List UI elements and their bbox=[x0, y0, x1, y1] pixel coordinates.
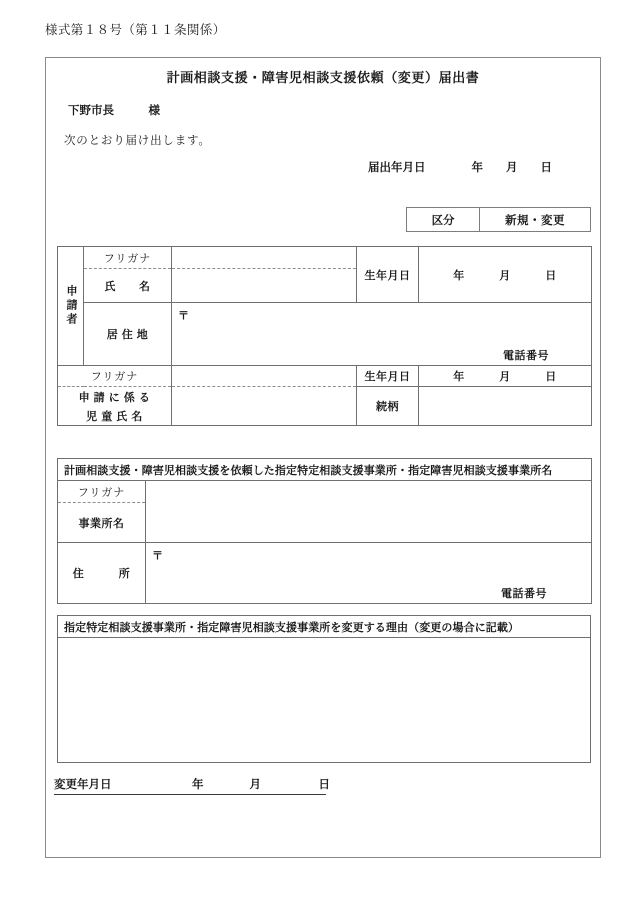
child-birthdate-value[interactable]: 年 月 日 bbox=[419, 366, 592, 387]
office-address-value[interactable] bbox=[146, 543, 592, 604]
form-page-frame bbox=[45, 57, 601, 858]
category-value[interactable]: 新規・変更 bbox=[505, 214, 565, 227]
postal-code-icon: 〒 bbox=[152, 550, 163, 562]
applicant-furigana-label: フリガナ bbox=[84, 247, 172, 269]
office-table bbox=[57, 458, 592, 604]
child-name-value[interactable] bbox=[172, 387, 357, 426]
child-furigana-value[interactable] bbox=[172, 366, 357, 387]
applicant-residence-label: 居 住 地 bbox=[84, 303, 172, 366]
applicant-group-cell bbox=[58, 247, 84, 366]
submission-date-line: 届出年月日 年 月 日 bbox=[368, 162, 552, 174]
category-label: 区分 bbox=[407, 208, 480, 231]
addressee-line: 下野市長 様 bbox=[68, 105, 160, 117]
reason-box-header: 指定特定相談支援事業所・指定障害児相談支援事業所を変更する理由（変更の場合に記載） bbox=[58, 616, 590, 638]
table-row bbox=[58, 387, 592, 407]
table-row bbox=[58, 481, 592, 503]
table-row bbox=[58, 303, 592, 366]
applicant-residence-value[interactable] bbox=[172, 303, 592, 366]
office-name-value[interactable] bbox=[146, 481, 592, 543]
child-name-label-line1: 申 請 に 係 る bbox=[58, 387, 172, 407]
table-row bbox=[58, 366, 592, 387]
intro-statement: 次のとおり届け出します。 bbox=[64, 135, 211, 147]
child-furigana-label: フリガナ bbox=[58, 366, 172, 387]
applicant-birthdate-value[interactable]: 年 月 日 bbox=[419, 247, 592, 303]
office-furigana-label: フリガナ bbox=[58, 481, 146, 503]
applicant-phone-label: 電話番号 bbox=[503, 350, 549, 362]
category-box bbox=[406, 207, 591, 232]
reason-box-body[interactable] bbox=[58, 638, 590, 762]
table-row bbox=[58, 459, 592, 481]
change-date-line[interactable]: 変更年月日 年 月 日 bbox=[54, 776, 326, 795]
applicant-name-value[interactable] bbox=[172, 269, 357, 303]
child-relation-value[interactable] bbox=[419, 387, 592, 426]
applicant-furigana-value[interactable] bbox=[172, 247, 357, 269]
office-address-label: 住 所 bbox=[58, 543, 146, 604]
applicant-name-label: 氏 名 bbox=[84, 269, 172, 303]
child-name-label-line2: 児 童 氏 名 bbox=[58, 406, 172, 426]
applicant-birthdate-label: 生年月日 bbox=[357, 247, 419, 303]
table-row bbox=[58, 543, 592, 604]
reason-box bbox=[57, 615, 591, 763]
applicant-group-label: 申請者 bbox=[65, 285, 77, 327]
postal-code-icon: 〒 bbox=[178, 310, 189, 322]
form-number: 様式第１８号（第１１条関係） bbox=[45, 23, 226, 37]
table-row bbox=[58, 247, 592, 269]
child-birthdate-label: 生年月日 bbox=[357, 366, 419, 387]
office-phone-label: 電話番号 bbox=[501, 588, 547, 600]
office-table-header: 計画相談支援・障害児相談支援を依頼した指定特定相談支援事業所・指定障害児相談支援事業所名 bbox=[58, 459, 592, 481]
office-name-label: 事業所名 bbox=[58, 503, 146, 543]
child-relation-label: 続柄 bbox=[357, 387, 419, 426]
applicant-table bbox=[57, 246, 592, 426]
page-title: 計画相談支援・障害児相談支援依頼（変更）届出書 bbox=[166, 70, 480, 85]
